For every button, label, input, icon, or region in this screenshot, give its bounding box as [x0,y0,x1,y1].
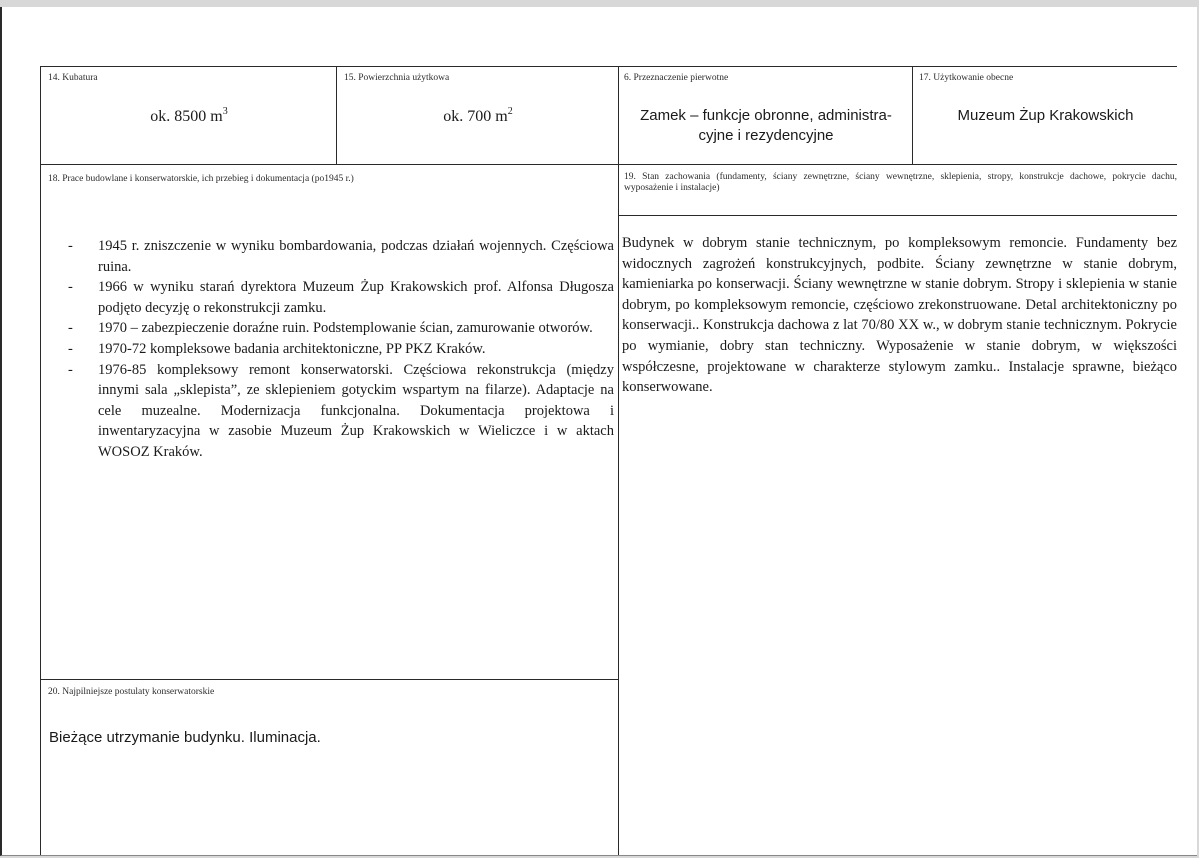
prace-item-1976-85: - 1976-85 kompleksowy remont konserwatorski. Częściowa rekonstrukcja (między innymi sala „sklepista”, ze sklepieniem gotyckim wspartym na filarze). Adaptacje na cele muzealne. Modernizacja funkcjonalna. Dokumentacja projektowa i inwentaryzacyjna w zasobie Muzeum Żup Krakowskich w Wieliczce i w aktach WOSOZ Kraków. [68,360,614,463]
col-divider-center [618,66,619,855]
kubatura-value-main: ok. 8500 m [150,108,223,125]
powierzchnia-value-exponent: 2 [507,106,513,117]
prace-item-1970-72: - 1970-72 kompleksowe badania architektoniczne, PP PKZ Kraków. [68,339,614,360]
powierzchnia-label: 15. Powierzchnia użytkowa [344,73,450,83]
kubatura-value [42,107,336,127]
prace-label: 18. Prace budowlane i konserwatorskie, ich przebieg i dokumentacja (po1945 r.) [48,174,354,184]
przeznaczenie-label: 6. Przeznaczenie pierwotne [624,73,729,83]
powierzchnia-value [338,107,618,127]
stan-text: Budynek w dobrym stanie technicznym, po kompleksowym remoncie. Fundamenty bez widocznych zagrożeń konstrukcyjnych, podbite. Ściany zewnętrzne w stanie dobrym, kamieniarka po konserwacji. Ściany wewnętrzne w stanie dobrym. Stropy i sklepienia w stanie dobrym, po kompleksowym remoncie, częściowo zrekonstruowane. Detal architektoniczny po konserwacji.. Konstrukcja dachowa z lat 70/80 XX w., w dobrym stanie technicznym. Pokrycie po wymianie, dobry stan techniczny. Wyposażenie w stanie dobrym, w większości współczesne, projektowane w charakterze stylowym zamku.. Instalacje sprawne, bieżąco konserwowane. [622,235,1177,396]
record-sheet [0,7,1197,856]
section20-top-rule [40,679,619,680]
uzytkowanie-value: Muzeum Żup Krakowskich [957,107,1134,124]
stan-label: 19. Stan zachowania (fundamenty, ściany zewnętrzne, ściany wewnętrzne, sklepienia, stropy, konstrukcje dachowe, pokrycie dachu, wyposażenie i instalacje) [624,172,1177,193]
przeznaczenie-value-line1: Zamek – funkcje obronne, administra- [640,107,892,124]
prace-item-1945: - 1945 r. zniszczenie w wyniku bombardowania, podczas działań wojennych. Częściowa ruina. [68,236,614,277]
postulaty-label: 20. Najpilniejsze postulaty konserwatorskie [48,687,215,697]
top-rule [40,66,1177,67]
left-border [40,66,41,855]
row2-header-rule [619,215,1177,216]
kubatura-value-exponent: 3 [222,106,228,117]
kubatura-label: 14. Kubatura [48,73,98,83]
col-divider-3 [912,66,913,165]
prace-item-1970: - 1970 – zabezpieczenie doraźne ruin. Podstemplowanie ścian, zamurowanie otworów. [68,318,614,339]
row1-bottom-rule [40,164,1177,165]
prace-item-1966: - 1966 w wyniku starań dyrektora Muzeum Żup Krakowskich prof. Alfonsa Długosza podjęto decyzję o rekonstrukcji zamku. [68,277,614,318]
prace-list [68,236,614,463]
uzytkowanie-label: 17. Użytkowanie obecne [919,73,1014,83]
col-divider-1 [336,66,337,165]
powierzchnia-value-main: ok. 700 m [443,108,508,125]
przeznaczenie-value [620,106,912,146]
przeznaczenie-value-line2: cyjne i rezydencyjne [698,127,834,144]
postulaty-text: Bieżące utrzymanie budynku. Iluminacja. [49,729,321,746]
